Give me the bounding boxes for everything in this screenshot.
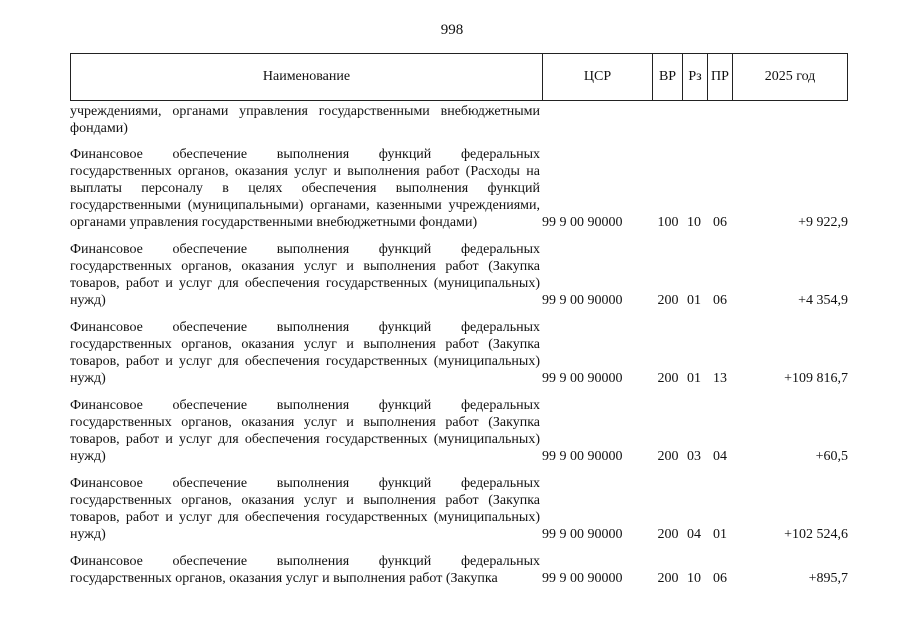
table-body [70, 103, 848, 597]
row-csr: 99 9 00 90000 [542, 215, 623, 230]
table-row [70, 146, 848, 231]
row-pr: 06 [713, 293, 727, 308]
row-pr: 13 [713, 371, 727, 386]
header-vr: ВР [658, 69, 677, 84]
row-amount: +60,5 [815, 449, 848, 464]
table-row [70, 319, 848, 387]
row-rz: 10 [687, 215, 701, 230]
row-vr: 200 [657, 571, 679, 586]
row-rz: 01 [687, 371, 701, 386]
row-amount: +895,7 [808, 571, 848, 586]
table-row [70, 553, 848, 587]
row-pr: 06 [713, 215, 727, 230]
row-csr: 99 9 00 90000 [542, 449, 623, 464]
row-vr: 200 [657, 293, 679, 308]
header-rz: Рз [688, 69, 702, 84]
row-pr: 04 [713, 449, 727, 464]
row-vr: 200 [657, 371, 679, 386]
header-pr: ПР [711, 69, 729, 84]
row-rz: 04 [687, 527, 701, 542]
row-csr: 99 9 00 90000 [542, 293, 623, 308]
row-rz: 10 [687, 571, 701, 586]
header-year: 2025 год [764, 69, 816, 84]
row-pr: 01 [713, 527, 727, 542]
row-amount: +4 354,9 [798, 293, 848, 308]
row-csr: 99 9 00 90000 [542, 571, 623, 586]
row-amount: +109 816,7 [784, 371, 848, 386]
row-rz: 03 [687, 449, 701, 464]
row-name: Финансовое обеспечение выполнения функций федеральных государственных органов, оказания услуг и выполнения работ (Закупка товаров, работ и услуг для обеспечения государственных (муниципальных) нужд) [70, 242, 540, 308]
row-csr: 99 9 00 90000 [542, 371, 623, 386]
row-name: Финансовое обеспечение выполнения функций федеральных государственных органов, оказания услуг и выполнения работ (Расходы на выплаты персоналу в целях обеспечения выполнения функций государственными (муниципальными) органами, казенными учреждениями, органами управления государственными внебюджетными фондами) [70, 147, 540, 230]
row-name: Финансовое обеспечение выполнения функций федеральных государственных органов, оказания услуг и выполнения работ (Закупка товаров, работ и услуг для обеспечения государственных (муниципальных) нужд) [70, 476, 540, 542]
table-row [70, 475, 848, 543]
row-name: Финансовое обеспечение выполнения функций федеральных государственных органов, оказания услуг и выполнения работ (Закупка товаров, работ и услуг для обеспечения государственных (муниципальных) нужд) [70, 320, 540, 386]
continuation-text: учреждениями, органами управления государственными внебюджетными фондами) [70, 104, 540, 136]
table-row [70, 397, 848, 465]
table-row [70, 241, 848, 309]
header-name: Наименование [262, 69, 351, 84]
row-pr: 06 [713, 571, 727, 586]
header-csr: ЦСР [583, 69, 612, 84]
row-vr: 100 [657, 215, 679, 230]
row-name: Финансовое обеспечение выполнения функций федеральных государственных органов, оказания услуг и выполнения работ (Закупка товаров, работ и услуг для обеспечения государственных (муниципальных) нужд) [70, 398, 540, 464]
row-amount: +9 922,9 [798, 215, 848, 230]
row-vr: 200 [657, 449, 679, 464]
row-vr: 200 [657, 527, 679, 542]
row-rz: 01 [687, 293, 701, 308]
row-csr: 99 9 00 90000 [542, 527, 623, 542]
row-amount: +102 524,6 [784, 527, 848, 542]
continuation-row [70, 103, 848, 137]
row-name: Финансовое обеспечение выполнения функций федеральных государственных органов, оказания услуг и выполнения работ (Закупка [70, 554, 540, 586]
table-header [70, 53, 848, 101]
page-number: 998 [440, 22, 464, 38]
